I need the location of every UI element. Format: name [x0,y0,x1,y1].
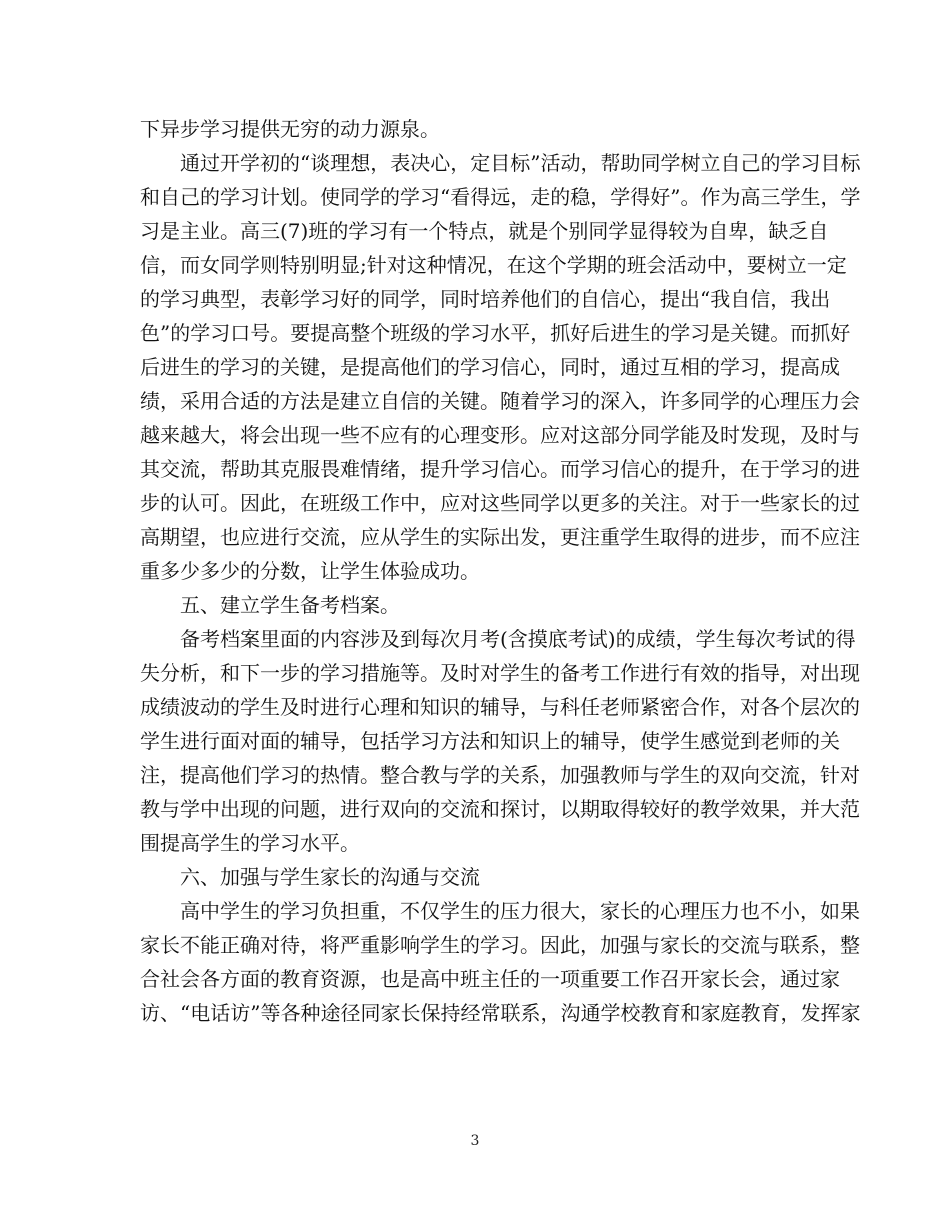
text-line: 失分析，和下一步的学习措施等。及时对学生的备考工作进行有效的指导，对出现 [140,661,860,685]
text-line: 访、“电话访”等各种途径同家长保持经常联系，沟通学校教育和家庭教育，发挥家 [140,1001,861,1025]
text-line: 下异步学习提供无穷的动力源泉。 [140,117,440,141]
text-line: 后进生的学习的关键，是提高他们的学习信心，同时，通过互相的学习，提高成 [140,355,840,379]
text-line: 家长不能正确对待，将严重影响学生的学习。因此，加强与家长的交流与联系，整 [140,933,860,957]
text-line: 重多少多少的分数，让学生体验成功。 [140,559,480,583]
text-line: 其交流，帮助其克服畏难情绪，提升学习信心。而学习信心的提升，在于学习的进 [140,457,860,481]
text-line: 教与学中出现的问题，进行双向的交流和探讨，以期取得较好的教学效果，并大范 [140,797,860,821]
text-line: 备考档案里面的内容涉及到每次月考(含摸底考试)的成绩，学生每次考试的得 [180,627,856,651]
text-line: 五、建立学生备考档案。 [180,593,400,617]
text-line: 高中学生的学习负担重，不仅学生的压力很大，家长的心理压力也不小，如果 [180,899,860,923]
text-line: 通过开学初的“谈理想，表决心，定目标”活动，帮助同学树立自己的学习目标 [180,151,861,175]
text-line: 高期望，也应进行交流，应从学生的实际出发，更注重学生取得的进步，而不应注 [140,525,860,549]
text-line: 注，提高他们学习的热情。整合教与学的关系，加强教师与学生的双向交流，针对 [140,763,860,787]
text-line: 步的认可。因此，在班级工作中，应对这些同学以更多的关注。对于一些家长的过 [140,491,860,515]
text-line: 围提高学生的学习水平。 [140,831,360,855]
text-line: 和自己的学习计划。使同学的学习“看得远，走的稳，学得好”。作为高三学生，学 [140,185,861,209]
text-line: 成绩波动的学生及时进行心理和知识的辅导，与科任老师紧密合作，对各个层次的 [140,695,860,719]
text-line: 的学习典型，表彰学习好的同学，同时培养他们的自信心，提出“我自信，我出 [140,287,831,311]
text-line: 越来越大，将会出现一些不应有的心理变形。应对这部分同学能及时发现，及时与 [140,423,860,447]
document-body [140,112,861,1030]
text-line: 合社会各方面的教育资源，也是高中班主任的一项重要工作召开家长会，通过家 [140,967,840,991]
page-number: 3 [470,1133,480,1149]
text-line: 信，而女同学则特别明显;针对这种情况，在这个学期的班会活动中，要树立一定 [140,253,847,277]
text-line: 六、加强与学生家长的沟通与交流 [180,865,480,889]
text-line: 绩，采用合适的方法是建立自信的关键。随着学习的深入，许多同学的心理压力会 [140,389,860,413]
text-line: 习是主业。高三(7)班的学习有一个特点，就是个别同学显得较为自卑，缺乏自 [140,219,829,243]
text-line: 色”的学习口号。要提高整个班级的学习水平，抓好后进生的学习是关键。而抓好 [140,321,851,345]
text-line: 学生进行面对面的辅导，包括学习方法和知识上的辅导，使学生感觉到老师的关 [140,729,840,753]
